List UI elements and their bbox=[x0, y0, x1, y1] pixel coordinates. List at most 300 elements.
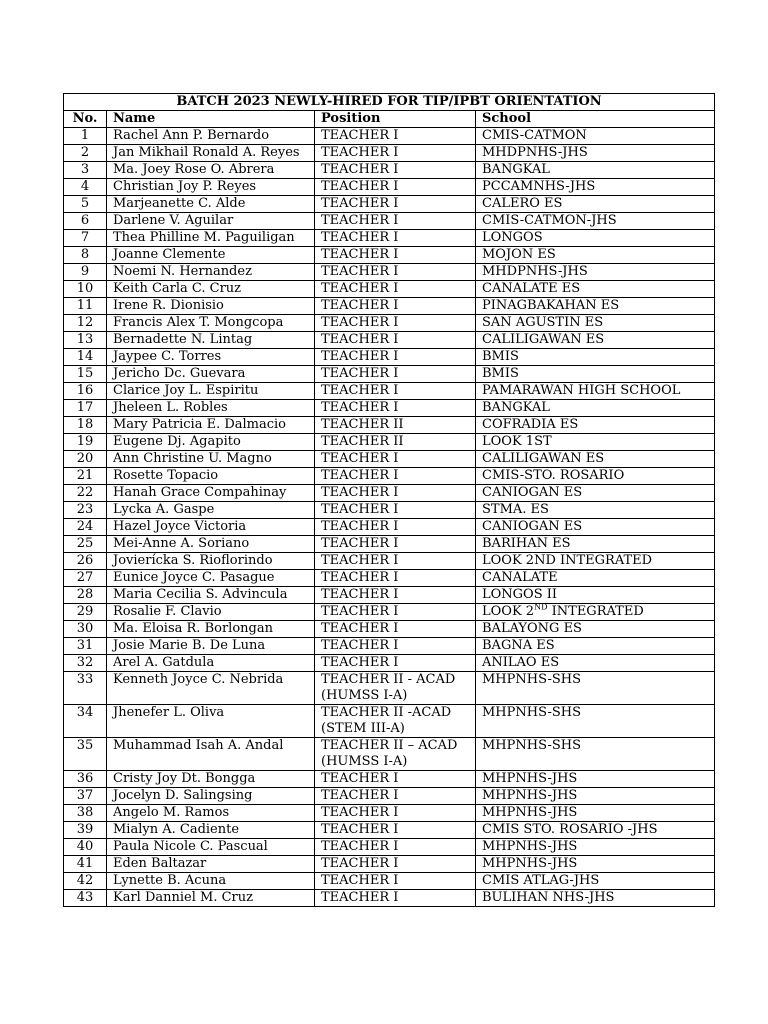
row-school bbox=[476, 536, 715, 553]
table-row bbox=[64, 332, 715, 349]
row-name: Ma. Joey Rose O. Abrera bbox=[107, 162, 315, 179]
row-number: 28 bbox=[64, 587, 107, 604]
school-text: CANIOGAN ES bbox=[482, 519, 583, 534]
school-text: MHDPNHS-JHS bbox=[482, 264, 588, 279]
row-school bbox=[476, 451, 715, 468]
position-line: TEACHER I bbox=[321, 315, 399, 330]
position-line: TEACHER I bbox=[321, 451, 399, 466]
table-row bbox=[64, 502, 715, 519]
row-number: 3 bbox=[64, 162, 107, 179]
row-name: Keith Carla C. Cruz bbox=[107, 281, 315, 298]
school-text: BMIS bbox=[482, 349, 519, 364]
position-line: TEACHER I bbox=[321, 638, 399, 653]
row-name: Jhenefer L. Oliva bbox=[107, 705, 315, 738]
row-name: Darlene V. Aguilar bbox=[107, 213, 315, 230]
row-position bbox=[315, 281, 476, 298]
row-number: 35 bbox=[64, 738, 107, 771]
row-number: 38 bbox=[64, 805, 107, 822]
row-position bbox=[315, 536, 476, 553]
row-name: Rosalie F. Clavio bbox=[107, 604, 315, 621]
school-text: CALILIGAWAN ES bbox=[482, 332, 605, 347]
table-row bbox=[64, 179, 715, 196]
table-row bbox=[64, 145, 715, 162]
table-row bbox=[64, 705, 715, 738]
table-row bbox=[64, 638, 715, 655]
row-position bbox=[315, 417, 476, 434]
row-number: 16 bbox=[64, 383, 107, 400]
row-number: 4 bbox=[64, 179, 107, 196]
row-name: Hazel Joyce Victoria bbox=[107, 519, 315, 536]
row-number: 43 bbox=[64, 890, 107, 907]
row-number: 14 bbox=[64, 349, 107, 366]
column-header-school: School bbox=[476, 111, 715, 128]
school-text: MHPNHS-JHS bbox=[482, 771, 578, 786]
school-text: MHDPNHS-JHS bbox=[482, 145, 588, 160]
row-school bbox=[476, 655, 715, 672]
table-row bbox=[64, 587, 715, 604]
school-text: CMIS STO. ROSARIO -JHS bbox=[482, 822, 658, 837]
row-name: Bernadette N. Lintag bbox=[107, 332, 315, 349]
table-row bbox=[64, 383, 715, 400]
position-line: TEACHER I bbox=[321, 536, 399, 551]
table-row bbox=[64, 604, 715, 621]
row-name: Eden Baltazar bbox=[107, 856, 315, 873]
table-row bbox=[64, 247, 715, 264]
row-school bbox=[476, 805, 715, 822]
row-name: Thea Philline M. Paguiligan bbox=[107, 230, 315, 247]
school-text: BANGKAL bbox=[482, 400, 550, 415]
row-name: Francis Alex T. Mongcopa bbox=[107, 315, 315, 332]
row-position bbox=[315, 519, 476, 536]
row-name: Jaypee C. Torres bbox=[107, 349, 315, 366]
position-line: TEACHER I bbox=[321, 788, 399, 803]
school-text-tail: INTEGRATED bbox=[547, 604, 644, 619]
row-name: Clarice Joy L. Espiritu bbox=[107, 383, 315, 400]
row-name: Mei-Anne A. Soriano bbox=[107, 536, 315, 553]
row-position bbox=[315, 805, 476, 822]
row-school bbox=[476, 230, 715, 247]
table-row bbox=[64, 485, 715, 502]
table-row bbox=[64, 315, 715, 332]
row-position bbox=[315, 822, 476, 839]
school-text: CMIS-CATMON bbox=[482, 128, 587, 143]
position-line: TEACHER I bbox=[321, 213, 399, 228]
position-line: TEACHER I bbox=[321, 553, 399, 568]
row-number: 42 bbox=[64, 873, 107, 890]
row-number: 8 bbox=[64, 247, 107, 264]
row-name: Josie Marie B. De Luna bbox=[107, 638, 315, 655]
row-number: 26 bbox=[64, 553, 107, 570]
row-name: Angelo M. Ramos bbox=[107, 805, 315, 822]
row-school bbox=[476, 705, 715, 738]
row-school bbox=[476, 434, 715, 451]
row-position bbox=[315, 179, 476, 196]
table-row bbox=[64, 738, 715, 771]
position-line: TEACHER II - ACAD bbox=[321, 672, 456, 687]
row-name: Jheleen L. Robles bbox=[107, 400, 315, 417]
school-text: BULIHAN NHS-JHS bbox=[482, 890, 615, 905]
row-number: 11 bbox=[64, 298, 107, 315]
school-text: LONGOS bbox=[482, 230, 543, 245]
position-line: TEACHER I bbox=[321, 332, 399, 347]
school-text: CANIOGAN ES bbox=[482, 485, 583, 500]
position-line: TEACHER I bbox=[321, 822, 399, 837]
position-line: TEACHER I bbox=[321, 281, 399, 296]
row-position bbox=[315, 553, 476, 570]
row-position bbox=[315, 771, 476, 788]
position-line: TEACHER II – ACAD bbox=[321, 738, 458, 753]
table-row bbox=[64, 839, 715, 856]
position-line: TEACHER I bbox=[321, 655, 399, 670]
school-text: BANGKAL bbox=[482, 162, 550, 177]
row-position bbox=[315, 638, 476, 655]
position-line: TEACHER I bbox=[321, 519, 399, 534]
position-line: TEACHER I bbox=[321, 485, 399, 500]
position-line-2: (HUMSS I-A) bbox=[321, 688, 408, 703]
position-line: TEACHER I bbox=[321, 196, 399, 211]
row-number: 41 bbox=[64, 856, 107, 873]
table-row bbox=[64, 400, 715, 417]
row-number: 34 bbox=[64, 705, 107, 738]
row-position bbox=[315, 264, 476, 281]
row-number: 37 bbox=[64, 788, 107, 805]
row-school bbox=[476, 349, 715, 366]
row-school bbox=[476, 196, 715, 213]
row-number: 10 bbox=[64, 281, 107, 298]
position-line: TEACHER I bbox=[321, 366, 399, 381]
position-line: TEACHER I bbox=[321, 890, 399, 905]
table-row bbox=[64, 281, 715, 298]
school-text: PCCAMNHS-JHS bbox=[482, 179, 596, 194]
table-row bbox=[64, 856, 715, 873]
row-position bbox=[315, 315, 476, 332]
row-name: Jocelyn D. Salingsing bbox=[107, 788, 315, 805]
position-line: TEACHER I bbox=[321, 400, 399, 415]
row-number: 5 bbox=[64, 196, 107, 213]
row-number: 17 bbox=[64, 400, 107, 417]
school-text: STMA. ES bbox=[482, 502, 549, 517]
school-text: MHPNHS-SHS bbox=[482, 672, 582, 687]
row-school bbox=[476, 621, 715, 638]
row-name: Eugene Dj. Agapito bbox=[107, 434, 315, 451]
row-number: 25 bbox=[64, 536, 107, 553]
row-position bbox=[315, 400, 476, 417]
school-text: LOOK 2 bbox=[482, 604, 535, 619]
school-text: CMIS-CATMON-JHS bbox=[482, 213, 617, 228]
row-name: Christian Joy P. Reyes bbox=[107, 179, 315, 196]
table-row bbox=[64, 434, 715, 451]
school-text: PAMARAWAN HIGH SCHOOL bbox=[482, 383, 681, 398]
position-line: TEACHER I bbox=[321, 570, 399, 585]
row-school bbox=[476, 179, 715, 196]
row-number: 21 bbox=[64, 468, 107, 485]
school-text: BARIHAN ES bbox=[482, 536, 571, 551]
row-school bbox=[476, 553, 715, 570]
row-number: 2 bbox=[64, 145, 107, 162]
position-line: TEACHER I bbox=[321, 839, 399, 854]
school-text: LOOK 1ST bbox=[482, 434, 552, 449]
row-name: Rachel Ann P. Bernardo bbox=[107, 128, 315, 145]
row-position bbox=[315, 366, 476, 383]
row-school bbox=[476, 502, 715, 519]
school-text: BMIS bbox=[482, 366, 519, 381]
position-line: TEACHER I bbox=[321, 621, 399, 636]
row-name: Paula Nicole C. Pascual bbox=[107, 839, 315, 856]
position-line-2: (HUMSS I-A) bbox=[321, 754, 408, 769]
table-row bbox=[64, 553, 715, 570]
school-text: SAN AGUSTIN ES bbox=[482, 315, 604, 330]
position-line: TEACHER I bbox=[321, 247, 399, 262]
row-position bbox=[315, 502, 476, 519]
row-school bbox=[476, 264, 715, 281]
row-school bbox=[476, 468, 715, 485]
row-position bbox=[315, 738, 476, 771]
row-school bbox=[476, 400, 715, 417]
column-header-row bbox=[64, 111, 715, 128]
row-school bbox=[476, 247, 715, 264]
column-header-name: Name bbox=[107, 111, 315, 128]
table-row bbox=[64, 451, 715, 468]
table-row bbox=[64, 655, 715, 672]
row-name: Jovierícka S. Rioflorindo bbox=[107, 553, 315, 570]
position-line: TEACHER I bbox=[321, 230, 399, 245]
row-name: Cristy Joy Dt. Bongga bbox=[107, 771, 315, 788]
row-school bbox=[476, 788, 715, 805]
row-position bbox=[315, 196, 476, 213]
school-text: BALAYONG ES bbox=[482, 621, 582, 636]
row-position bbox=[315, 604, 476, 621]
row-number: 20 bbox=[64, 451, 107, 468]
row-position bbox=[315, 839, 476, 856]
row-school bbox=[476, 890, 715, 907]
position-line-2: (STEM III-A) bbox=[321, 721, 405, 736]
row-school bbox=[476, 771, 715, 788]
row-school bbox=[476, 856, 715, 873]
row-number: 9 bbox=[64, 264, 107, 281]
row-name: Irene R. Dionisio bbox=[107, 298, 315, 315]
school-text: MHPNHS-JHS bbox=[482, 839, 578, 854]
row-name: Karl Danniel M. Cruz bbox=[107, 890, 315, 907]
school-text: CANALATE ES bbox=[482, 281, 581, 296]
row-name: Mialyn A. Cadiente bbox=[107, 822, 315, 839]
table-row bbox=[64, 570, 715, 587]
row-number: 13 bbox=[64, 332, 107, 349]
table-row bbox=[64, 162, 715, 179]
school-text: CMIS-STO. ROSARIO bbox=[482, 468, 625, 483]
table-row bbox=[64, 771, 715, 788]
row-position bbox=[315, 570, 476, 587]
row-number: 19 bbox=[64, 434, 107, 451]
row-position bbox=[315, 485, 476, 502]
row-number: 30 bbox=[64, 621, 107, 638]
school-text: MHPNHS-JHS bbox=[482, 805, 578, 820]
position-line: TEACHER I bbox=[321, 349, 399, 364]
position-line: TEACHER II bbox=[321, 434, 404, 449]
row-number: 39 bbox=[64, 822, 107, 839]
position-line: TEACHER I bbox=[321, 604, 399, 619]
row-number: 18 bbox=[64, 417, 107, 434]
row-number: 23 bbox=[64, 502, 107, 519]
school-text: CMIS ATLAG-JHS bbox=[482, 873, 600, 888]
table-row bbox=[64, 621, 715, 638]
school-text: CANALATE bbox=[482, 570, 558, 585]
row-position bbox=[315, 856, 476, 873]
row-position bbox=[315, 655, 476, 672]
row-position bbox=[315, 621, 476, 638]
row-position bbox=[315, 434, 476, 451]
school-text: MHPNHS-JHS bbox=[482, 856, 578, 871]
row-number: 29 bbox=[64, 604, 107, 621]
row-name: Maria Cecilia S. Advincula bbox=[107, 587, 315, 604]
row-number: 27 bbox=[64, 570, 107, 587]
row-name: Noemi N. Hernandez bbox=[107, 264, 315, 281]
position-line: TEACHER I bbox=[321, 468, 399, 483]
table-row bbox=[64, 298, 715, 315]
school-text: CALERO ES bbox=[482, 196, 563, 211]
table-title-row bbox=[64, 94, 715, 111]
row-position bbox=[315, 705, 476, 738]
row-number: 15 bbox=[64, 366, 107, 383]
position-line: TEACHER I bbox=[321, 805, 399, 820]
row-number: 36 bbox=[64, 771, 107, 788]
position-line: TEACHER I bbox=[321, 264, 399, 279]
row-position bbox=[315, 788, 476, 805]
school-text: MHPNHS-JHS bbox=[482, 788, 578, 803]
table-row bbox=[64, 536, 715, 553]
table-row bbox=[64, 873, 715, 890]
row-position bbox=[315, 145, 476, 162]
position-line: TEACHER I bbox=[321, 145, 399, 160]
column-header-no: No. bbox=[64, 111, 107, 128]
row-school bbox=[476, 281, 715, 298]
row-name: Mary Patricia E. Dalmacio bbox=[107, 417, 315, 434]
row-school bbox=[476, 839, 715, 856]
table-row bbox=[64, 805, 715, 822]
column-header-position: Position bbox=[315, 111, 476, 128]
row-name: Jericho Dc. Guevara bbox=[107, 366, 315, 383]
position-line: TEACHER II bbox=[321, 417, 404, 432]
position-line: TEACHER I bbox=[321, 771, 399, 786]
row-school bbox=[476, 519, 715, 536]
school-text: LONGOS II bbox=[482, 587, 558, 602]
row-school bbox=[476, 587, 715, 604]
row-school bbox=[476, 332, 715, 349]
row-school bbox=[476, 604, 715, 621]
roster-body bbox=[64, 128, 715, 907]
row-school bbox=[476, 128, 715, 145]
table-row bbox=[64, 349, 715, 366]
row-number: 24 bbox=[64, 519, 107, 536]
row-position bbox=[315, 128, 476, 145]
row-school bbox=[476, 485, 715, 502]
row-position bbox=[315, 332, 476, 349]
position-line: TEACHER I bbox=[321, 873, 399, 888]
row-school bbox=[476, 383, 715, 400]
row-school bbox=[476, 213, 715, 230]
row-name: Kenneth Joyce C. Nebrida bbox=[107, 672, 315, 705]
row-number: 22 bbox=[64, 485, 107, 502]
table-row bbox=[64, 264, 715, 281]
row-school bbox=[476, 298, 715, 315]
row-school bbox=[476, 366, 715, 383]
row-position bbox=[315, 247, 476, 264]
row-name: Arel A. Gatdula bbox=[107, 655, 315, 672]
row-number: 31 bbox=[64, 638, 107, 655]
table-row bbox=[64, 468, 715, 485]
row-position bbox=[315, 162, 476, 179]
row-position bbox=[315, 383, 476, 400]
row-school bbox=[476, 638, 715, 655]
row-number: 33 bbox=[64, 672, 107, 705]
row-position bbox=[315, 349, 476, 366]
table-row bbox=[64, 672, 715, 705]
row-school bbox=[476, 417, 715, 434]
school-text: LOOK 2ND INTEGRATED bbox=[482, 553, 653, 568]
position-line: TEACHER II -ACAD bbox=[321, 705, 452, 720]
table-row bbox=[64, 822, 715, 839]
school-text: CALILIGAWAN ES bbox=[482, 451, 605, 466]
row-school bbox=[476, 738, 715, 771]
position-line: TEACHER I bbox=[321, 383, 399, 398]
position-line: TEACHER I bbox=[321, 856, 399, 871]
row-name: Rosette Topacio bbox=[107, 468, 315, 485]
row-school bbox=[476, 315, 715, 332]
row-name: Hanah Grace Compahinay bbox=[107, 485, 315, 502]
row-name: Ma. Eloisa R. Borlongan bbox=[107, 621, 315, 638]
row-number: 1 bbox=[64, 128, 107, 145]
row-number: 40 bbox=[64, 839, 107, 856]
table-row bbox=[64, 519, 715, 536]
row-school bbox=[476, 570, 715, 587]
position-line: TEACHER I bbox=[321, 162, 399, 177]
row-name: Lycka A. Gaspe bbox=[107, 502, 315, 519]
table-row bbox=[64, 128, 715, 145]
row-position bbox=[315, 873, 476, 890]
position-line: TEACHER I bbox=[321, 179, 399, 194]
row-name: Eunice Joyce C. Pasague bbox=[107, 570, 315, 587]
position-line: TEACHER I bbox=[321, 587, 399, 602]
orientation-roster-table bbox=[63, 93, 715, 907]
position-line: TEACHER I bbox=[321, 298, 399, 313]
row-school bbox=[476, 145, 715, 162]
row-name: Ann Christine U. Magno bbox=[107, 451, 315, 468]
school-superscript: ND bbox=[534, 603, 548, 612]
row-school bbox=[476, 672, 715, 705]
row-position bbox=[315, 451, 476, 468]
row-number: 6 bbox=[64, 213, 107, 230]
row-school bbox=[476, 162, 715, 179]
position-line: TEACHER I bbox=[321, 502, 399, 517]
row-number: 32 bbox=[64, 655, 107, 672]
row-name: Joanne Clemente bbox=[107, 247, 315, 264]
school-text: MHPNHS-SHS bbox=[482, 705, 582, 720]
row-position bbox=[315, 230, 476, 247]
row-number: 7 bbox=[64, 230, 107, 247]
position-line: TEACHER I bbox=[321, 128, 399, 143]
table-title: BATCH 2023 NEWLY-HIRED FOR TIP/IPBT ORIENTATION bbox=[64, 94, 715, 111]
row-name: Muhammad Isah A. Andal bbox=[107, 738, 315, 771]
table-row bbox=[64, 366, 715, 383]
school-text: MHPNHS-SHS bbox=[482, 738, 582, 753]
school-text: ANILAO ES bbox=[482, 655, 560, 670]
row-name: Lynette B. Acuna bbox=[107, 873, 315, 890]
row-name: Marjeanette C. Alde bbox=[107, 196, 315, 213]
row-position bbox=[315, 672, 476, 705]
table-row bbox=[64, 417, 715, 434]
table-row bbox=[64, 196, 715, 213]
school-text: BAGNA ES bbox=[482, 638, 555, 653]
row-position bbox=[315, 298, 476, 315]
